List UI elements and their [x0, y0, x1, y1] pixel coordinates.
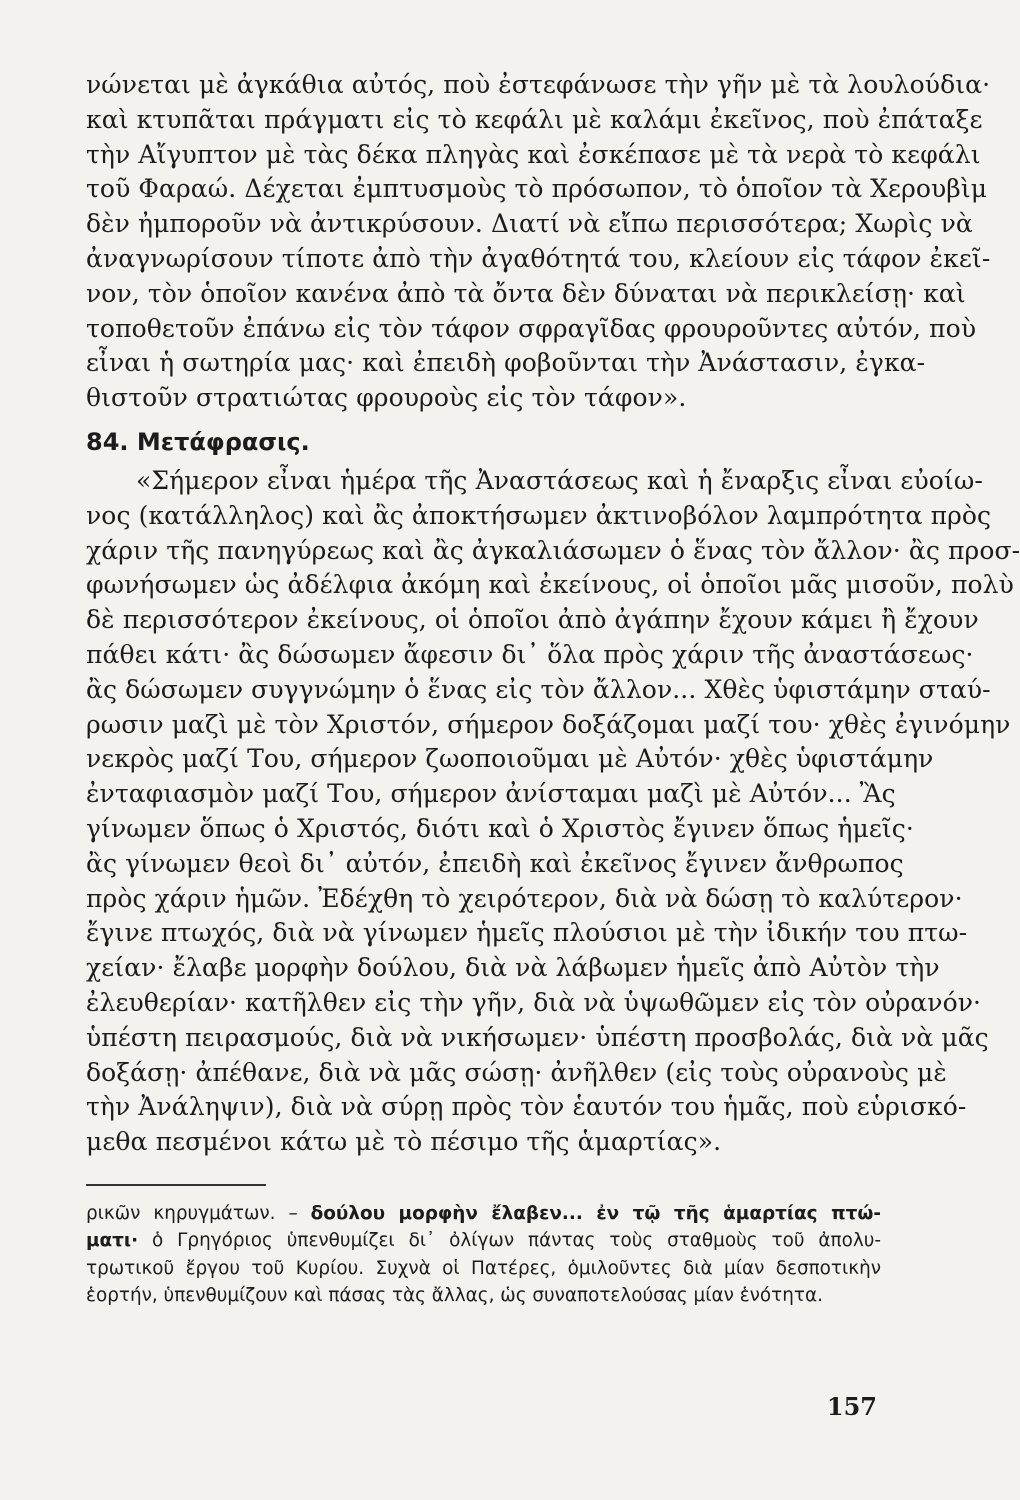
text-line: ρωσιν μαζὶ μὲ τὸν Χριστόν, σήμερον δοξάζομαι μαζί του· χθὲς ἐγινόμην: [86, 709, 1011, 739]
text-line: τοποθετοῦν ἐπάνω εἰς τὸν τάφον σφραγῖδας φρουροῦντες αὐτόν, ποὺ: [86, 313, 977, 343]
footnote-text: ὁ Γρηγόριος ὑπενθυμίζει δι᾿ ὀλίγων πάντας τοὺς σταθμοὺς τοῦ ἀπολυ-: [138, 1230, 881, 1252]
text-line: εἶναι ἡ σωτηρία μας· καὶ ἐπειδὴ φοβοῦνται τὴν Ἀνάστασιν, ἐγκα-: [86, 348, 926, 378]
footnote-divider: [86, 1184, 266, 1186]
text-line: μεθα πεσμένοι κάτω μὲ τὸ πέσιμο τῆς ἁμαρτίας».: [86, 1127, 722, 1157]
text-line: ἀναγνωρίσουν τίποτε ἀπὸ τὴν ἀγαθότητά του, κλείουν εἰς τάφον ἐκεῖ-: [86, 243, 991, 273]
footnote-text: ρικῶν κηρυγμάτων. –: [86, 1202, 311, 1224]
footnote-line: ἑορτήν, ὑπενθυμίζουν καὶ πάσας τὰς ἄλλας, ὡς συναποτελούσας μίαν ἑνότητα.: [86, 1285, 823, 1307]
text-line: νον, τὸν ὁποῖον κανένα ἀπὸ τὰ ὄντα δὲν δύναται νὰ περικλείσῃ· καὶ: [86, 278, 966, 308]
text-line: γίνωμεν ὅπως ὁ Χριστός, διότι καὶ ὁ Χριστὸς ἔγινεν ὅπως ἡμεῖς·: [86, 813, 914, 843]
text-line: ἂς δώσωμεν συγγνώμην ὁ ἕνας εἰς τὸν ἄλλον... Χθὲς ὑφιστάμην σταύ-: [86, 674, 991, 704]
text-line: νεκρὸς μαζί Του, σήμερον ζωοποιοῦμαι μὲ Αὐτόν· χθὲς ὑφιστάμην: [86, 744, 934, 774]
text-line: δὲν ἠμποροῦν νὰ ἀντικρύσουν. Διατί νὰ εἴπω περισσότερα; Χωρὶς νὰ: [86, 209, 973, 239]
footnote-lemma: δούλου μορφὴν ἔλαβεν... ἐν τῷ τῆς ἁμαρτίας πτώ-: [310, 1202, 881, 1224]
text-line: δοξάσῃ· ἀπέθανε, διὰ νὰ μᾶς σώσῃ· ἀνῆλθεν (εἰς τοὺς οὐρανοὺς μὲ: [86, 1057, 947, 1087]
text-line: νος (κατάλληλος) καὶ ἂς ἀποκτήσωμεν ἀκτινοβόλον λαμπρότητα πρὸς: [86, 500, 992, 530]
text-line: ἐνταφιασμὸν μαζί Του, σήμερον ἀνίσταμαι μαζὶ μὲ Αὐτόν... Ἂς: [86, 779, 896, 809]
text-line: θιστοῦν στρατιώτας φρουροὺς εἰς τὸν τάφον».: [86, 383, 687, 413]
text-line: ὑπέστη πειρασμούς, διὰ νὰ νικήσωμεν· ὑπέστη προσβολάς, διὰ νὰ μᾶς: [86, 1022, 989, 1052]
text-line: φωνήσωμεν ὡς ἀδέλφια ἀκόμη καὶ ἐκείνους, οἱ ὁποῖοι μᾶς μισοῦν, πολὺ: [86, 570, 1014, 600]
text-line: καὶ κτυπᾶται πράγματι εἰς τὸ κεφάλι μὲ καλάμι ἐκεῖνος, ποὺ ἐπάταξε: [86, 104, 983, 134]
paragraph-main: [86, 464, 1020, 1160]
text-line: πάθει κάτι· ἂς δώσωμεν ἄφεσιν δι᾿ ὅλα πρὸς χάριν τῆς ἀναστάσεως·: [86, 639, 974, 669]
text-line: τὴν Ἀνάληψιν), διὰ νὰ σύρῃ πρὸς τὸν ἑαυτόν του ἡμᾶς, ποὺ εὑρισκό-: [86, 1092, 967, 1122]
text-line: τὴν Αἴγυπτον μὲ τὰς δέκα πληγὰς καὶ ἐσκέπασε μὲ τὰ νερὰ τὸ κεφάλι: [86, 139, 981, 169]
text-line: τοῦ Φαραώ. Δέχεται ἐμπτυσμοὺς τὸ πρόσωπον, τὸ ὁποῖον τὰ Χερουβὶμ: [86, 174, 988, 204]
paragraph-top: [86, 68, 991, 416]
text-line: νώνεται μὲ ἀγκάθια αὐτός, ποὺ ἐστεφάνωσε τὴν γῆν μὲ τὰ λουλούδια·: [86, 70, 991, 99]
text-line: χάριν τῆς πανηγύρεως καὶ ἂς ἀγκαλιάσωμεν ὁ ἕνας τὸν ἄλλον· ἂς προσ-: [86, 535, 1020, 565]
footnote-line: [86, 1200, 881, 1228]
footnote: [86, 1200, 881, 1310]
text-line: ἂς γίνωμεν θεοὶ δι᾿ αὐτόν, ἐπειδὴ καὶ ἐκεῖνος ἔγινεν ἄνθρωπος: [86, 848, 904, 878]
text-line: δὲ περισσότερον ἐκείνους, οἱ ὁποῖοι ἀπὸ ἀγάπην ἔχουν κάμει ἢ ἔχουν: [86, 605, 979, 635]
footnote-line: [86, 1227, 881, 1255]
text-line: πρὸς χάριν ἡμῶν. Ἐδέχθη τὸ χειρότερον, διὰ νὰ δώσῃ τὸ καλύτερον·: [86, 883, 963, 913]
footnote-lemma: ματι·: [86, 1230, 139, 1252]
text-line: ἐλευθερίαν· κατῆλθεν εἰς τὴν γῆν, διὰ νὰ ὑψωθῶμεν εἰς τὸν οὐρανόν·: [86, 987, 982, 1017]
footnote-line: τρωτικοῦ ἔργου τοῦ Κυρίου. Συχνὰ οἱ Πατέρες, ὁμιλοῦντες διὰ μίαν δεσποτικὴν: [86, 1257, 881, 1279]
text-line: ἔγινε πτωχός, διὰ νὰ γίνωμεν ἡμεῖς πλούσιοι μὲ τὴν ἰδικήν του πτω-: [86, 918, 968, 948]
text-line: χείαν· ἔλαβε μορφὴν δούλου, διὰ νὰ λάβωμεν ἡμεῖς ἀπὸ Αὐτὸν τὴν: [86, 953, 940, 983]
page-number: 157: [826, 1392, 877, 1421]
text-line: «Σήμερον εἶναι ἡμέρα τῆς Ἀναστάσεως καὶ ἡ ἔναρξις εἶναι εὐοίω-: [136, 465, 983, 495]
section-heading: 84. Μετάφρασις.: [86, 427, 310, 456]
